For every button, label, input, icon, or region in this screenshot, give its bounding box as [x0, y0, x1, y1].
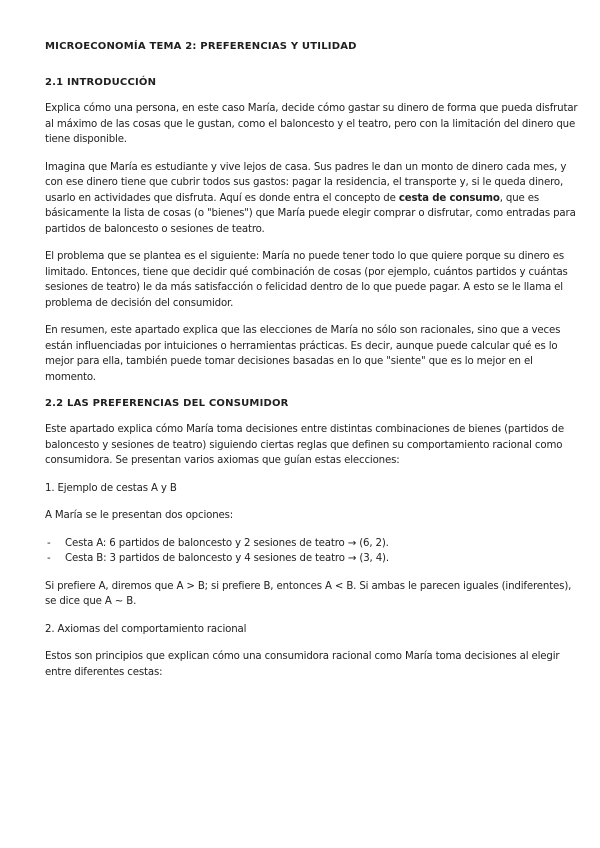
- paragraph-preferencias-1: Este apartado explica cómo María toma decisiones entre distintas combinaciones de bienes (partidos de baloncesto y sesiones de teatro) siguiendo ciertas reglas que definen su comportamiento racional como consumidora. Se presentan varios axiomas que guían estas elecciones:: [45, 424, 564, 466]
- list-item: [45, 551, 585, 567]
- document-title: MICROECONOMÍA TEMA 2: PREFERENCIAS Y UTILIDAD: [45, 41, 357, 52]
- paragraph-intro-4: En resumen, este apartado explica que las elecciones de María no sólo son racionales, sino que a veces están influenciadas por intuiciones o herramientas prácticas. Es decir, aunque puede calcular qué es lo mejor para ella, también puede tomar decisiones basadas en lo que "siente" que es lo mejor en el momento.: [45, 325, 561, 383]
- bullet-dash: -: [47, 553, 51, 564]
- paragraph-intro-2-text-b: , que es básicamente la lista de cosas (o "bienes") que María puede elegir comprar o disfrutar, como entradas para partidos de baloncesto o sesiones de teatro.: [45, 192, 576, 235]
- bullet-dash: -: [47, 537, 51, 549]
- list-item-text: Cesta B: 3 partidos de baloncesto y 4 sesiones de teatro → (3, 4).: [65, 553, 389, 564]
- paragraph-intro-2: [45, 160, 585, 238]
- paragraph-preference-notation: Si prefiere A, diremos que A > B; si prefiere B, entonces A < B. Si ambas le parecen iguales (indiferentes), se dice que A ~ B.: [45, 580, 572, 607]
- section-heading-introduccion: 2.1 INTRODUCCIÓN: [45, 77, 157, 88]
- list-item-text: Cesta A: 6 partidos de baloncesto y 2 sesiones de teatro → (6, 2).: [65, 537, 389, 549]
- subsection-title-cestas: 1. Ejemplo de cestas A y B: [45, 482, 177, 494]
- paragraph-intro-2-text-a: Imagina que María es estudiante y vive lejos de casa. Sus padres le dan un monto de dinero cada mes, y con ese dinero tiene que cubrir todos sus gastos: pagar la residencia, el transporte y, si le queda dinero, usarlo en actividades que disfruta. Aquí es donde entra el concepto de: [45, 161, 567, 204]
- paragraph-intro-3: El problema que se plantea es el siguiente: María no puede tener todo lo que quiere porque su dinero es limitado. Entonces, tiene que decidir qué combinación de cosas (por ejemplo, cuántos partidos y cuántas sesiones de teatro) le da más satisfacción o felicidad dentro de lo que puede pagar. A esto se le llama el problema de decisión del consumidor.: [45, 251, 568, 309]
- subsection-title-axiomas: 2. Axiomas del comportamiento racional: [45, 623, 247, 635]
- list-item: [45, 536, 585, 552]
- paragraph-intro-1: Explica cómo una persona, en este caso María, decide cómo gastar su dinero de forma que pueda disfrutar al máximo de las cosas que le gustan, como el baloncesto y el teatro, pero con la limitación del dinero que tiene disponible.: [45, 103, 578, 145]
- cestas-list: [45, 536, 585, 567]
- term-cesta-de-consumo: cesta de consumo: [398, 192, 500, 204]
- paragraph-axiomas: Estos son principios que explican cómo una consumidora racional como María toma decisiones al elegir entre diferentes cestas:: [45, 651, 560, 678]
- section-heading-preferencias: 2.2 LAS PREFERENCIAS DEL CONSUMIDOR: [45, 398, 289, 409]
- paragraph-cestas-intro: A María se le presentan dos opciones:: [45, 510, 234, 521]
